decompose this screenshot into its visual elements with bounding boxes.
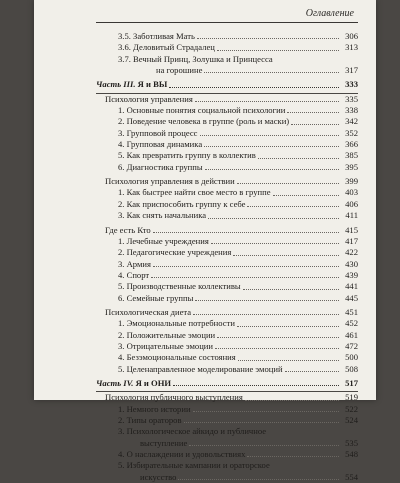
toc-entry-title: 4. О наслаждении и удовольствиях — [118, 449, 246, 460]
toc-entry-title: 1. Лечебные учреждения — [118, 235, 209, 246]
toc-entry-title: 3. Групповой процесс — [118, 127, 198, 138]
dot-leader — [184, 422, 339, 423]
dot-leader — [247, 206, 339, 207]
toc-entry — [96, 150, 358, 161]
toc-page-number: 415 — [345, 224, 358, 235]
toc-page-number: 548 — [345, 449, 358, 460]
toc-entry — [96, 247, 358, 258]
toc-page-number: 352 — [345, 127, 358, 138]
dot-leader — [273, 195, 339, 196]
toc-entry-title: 3.5. Заботливая Мать — [118, 31, 195, 41]
toc-page-number: 500 — [345, 352, 358, 363]
toc-page-number: 342 — [345, 116, 358, 127]
toc-entry-title: 1. Эмоциональные потребности — [118, 318, 235, 329]
toc-part-heading — [96, 79, 358, 90]
toc-page-number: 452 — [345, 318, 358, 329]
toc-entry — [96, 42, 358, 53]
toc-entry-title: 3. Как снять начальника — [118, 210, 207, 221]
dot-leader — [205, 169, 339, 170]
dot-leader — [200, 135, 340, 136]
toc-entry-title: 5. Производственные коллективы — [118, 281, 241, 292]
toc-section-heading — [96, 392, 358, 403]
toc-entry — [96, 236, 358, 247]
toc-entry — [96, 187, 358, 198]
toc-entry-title: Психология управления — [105, 93, 193, 104]
toc-entry — [96, 199, 358, 210]
dot-leader — [189, 445, 339, 446]
toc-entry-title: 3. Армия — [118, 258, 151, 269]
dot-leader — [285, 371, 339, 372]
dot-leader — [193, 411, 339, 412]
toc-entry — [96, 65, 358, 76]
toc-page-number: 422 — [345, 247, 358, 258]
toc-entry — [96, 318, 358, 329]
toc-entry-title: 3. Психологическое айкидо и публичное — [118, 426, 267, 437]
toc-part-title: Я и ВЫ — [135, 79, 168, 90]
dot-leader — [211, 243, 339, 244]
toc-entry-title — [96, 378, 171, 389]
toc-entry-title — [96, 79, 167, 90]
dot-leader — [287, 112, 339, 113]
dot-leader — [237, 326, 339, 327]
dot-leader — [217, 337, 339, 338]
toc-part-number: Часть III. — [96, 79, 136, 90]
toc-entry — [96, 341, 358, 352]
toc-section-heading — [96, 94, 358, 105]
toc-entry-title: 5. Избирательные кампании и ораторское — [118, 460, 270, 471]
dot-leader — [243, 289, 339, 290]
toc-section-heading — [96, 225, 358, 236]
toc-page-number: 338 — [345, 105, 358, 116]
toc-entry-title: на горошине — [156, 65, 203, 76]
toc-entry-title: 2. Педагогические учреждения — [118, 247, 232, 258]
toc-entry-title: 4. Спорт — [118, 269, 150, 280]
toc-page-number: 395 — [345, 161, 358, 172]
dot-leader — [173, 385, 339, 386]
toc-page-number: 461 — [345, 329, 358, 340]
toc-page-number: 335 — [345, 93, 358, 104]
toc-entry — [96, 293, 358, 304]
toc-page-number: 333 — [345, 79, 358, 90]
toc-page-number: 524 — [345, 415, 358, 425]
toc-entry-title: 1. Основные понятия социальной психологии — [118, 105, 286, 116]
toc-entry-title: Где есть Кто — [105, 224, 151, 235]
toc-entry — [96, 460, 358, 471]
toc-page-number: 535 — [345, 437, 358, 448]
dot-leader — [217, 50, 339, 51]
toc-entry — [96, 116, 358, 127]
toc-entry — [96, 31, 358, 42]
toc-entry — [96, 105, 358, 116]
dot-leader — [178, 479, 339, 480]
toc-entry — [96, 270, 358, 281]
toc-part-number: Часть IV. — [96, 377, 134, 388]
toc-page-number: 517 — [345, 377, 358, 388]
toc-entry — [96, 54, 358, 65]
toc-section-heading — [96, 176, 358, 187]
toc-entry-title: 6. Диагностика группы — [118, 161, 203, 172]
toc-page-number: 403 — [345, 187, 358, 198]
toc-entry-title: 5. Целенаправленное моделирование эмоций — [118, 363, 283, 374]
dot-leader — [169, 87, 339, 88]
toc-page-number: 522 — [345, 403, 358, 414]
toc-entry-title: 5. Как превратить группу в коллектив — [118, 150, 256, 161]
dot-leader — [195, 300, 339, 301]
toc-page-number: 451 — [345, 306, 358, 317]
toc-entry-title: 2. Положительные эмоции — [118, 329, 216, 340]
toc-entry — [96, 438, 358, 449]
toc-entry-title: Психология управления в действии — [105, 176, 235, 187]
toc-entry — [96, 426, 358, 437]
toc-entry-title: Психология публичного выступления — [105, 392, 243, 403]
toc-page-number: 399 — [345, 176, 358, 187]
dot-leader — [258, 158, 339, 159]
dot-leader — [208, 218, 339, 219]
toc-part-title: Я и ОНИ — [133, 377, 172, 388]
toc-page-number: 508 — [345, 363, 358, 374]
dot-leader — [238, 360, 339, 361]
dot-leader — [204, 72, 339, 73]
toc-entry — [96, 364, 358, 375]
toc-entry — [96, 415, 358, 426]
toc-entry-title: 2. Как приспособить группу к себе — [118, 198, 246, 209]
toc-entry-title: 3. Отрицательные эмоции — [118, 340, 214, 351]
toc-entry-title: 2. Типы ораторов — [118, 415, 182, 425]
toc-entry — [96, 139, 358, 150]
toc-entry-title: искусство — [140, 471, 177, 482]
toc-part-heading — [96, 378, 358, 389]
toc-page-number: 411 — [345, 210, 358, 221]
dot-leader — [195, 101, 339, 102]
dot-leader — [204, 146, 339, 147]
dot-leader — [233, 255, 339, 256]
toc-page-number: 441 — [345, 281, 358, 292]
running-head: Оглавление — [305, 8, 354, 19]
header-rule — [96, 22, 358, 23]
toc-entry-title: выступление — [140, 437, 188, 448]
toc-page-number: 554 — [345, 471, 358, 482]
toc-page-number: 306 — [345, 31, 358, 41]
dot-leader — [247, 456, 339, 457]
toc-entry — [96, 449, 358, 460]
toc-page-number: 519 — [345, 392, 358, 403]
toc-entry-title: 1. Немного истории — [118, 403, 191, 414]
dot-leader — [193, 314, 339, 315]
book-page — [34, 0, 376, 482]
toc-page-number: 406 — [345, 198, 358, 209]
table-of-contents — [96, 31, 358, 483]
toc-entry-title: 3.6. Деловитый Страдалец — [118, 42, 215, 53]
toc-entry — [96, 404, 358, 415]
toc-entry-title: 3.7. Вечный Принц, Золушка и Принцесса — [118, 53, 273, 64]
dot-leader — [215, 348, 339, 349]
dot-leader — [153, 266, 339, 267]
toc-page-number: 445 — [345, 292, 358, 303]
toc-page-number: 430 — [345, 258, 358, 269]
dot-leader — [197, 38, 339, 39]
toc-entry-title: 2. Поведение человека в группе (роль и маски) — [118, 116, 290, 127]
toc-entry — [96, 259, 358, 270]
toc-page-number: 317 — [345, 65, 358, 76]
toc-entry — [96, 281, 358, 292]
toc-page-number: 417 — [345, 235, 358, 246]
toc-section-heading — [96, 307, 358, 318]
toc-page-number: 472 — [345, 340, 358, 351]
toc-entry-title: 1. Как быстрее найти свое место в группе — [118, 187, 271, 198]
toc-entry-title: 4. Групповая динамика — [118, 139, 203, 150]
toc-entry — [96, 352, 358, 363]
toc-entry — [96, 472, 358, 483]
toc-page-number: 385 — [345, 150, 358, 161]
toc-entry — [96, 162, 358, 173]
toc-page-number: 366 — [345, 139, 358, 150]
dot-leader — [237, 183, 339, 184]
dot-leader — [151, 277, 339, 278]
toc-entry — [96, 210, 358, 221]
dot-leader — [153, 232, 339, 233]
toc-entry-title: 4. Безэмоциональные состояния — [118, 352, 236, 363]
toc-page-number: 313 — [345, 42, 358, 53]
toc-page-number: 439 — [345, 269, 358, 280]
toc-entry — [96, 330, 358, 341]
toc-entry-title: Психологическая диета — [105, 306, 192, 317]
toc-entry-title: 6. Семейные группы — [118, 292, 194, 303]
toc-entry — [96, 128, 358, 139]
dot-leader — [291, 124, 339, 125]
dot-leader — [245, 400, 339, 401]
